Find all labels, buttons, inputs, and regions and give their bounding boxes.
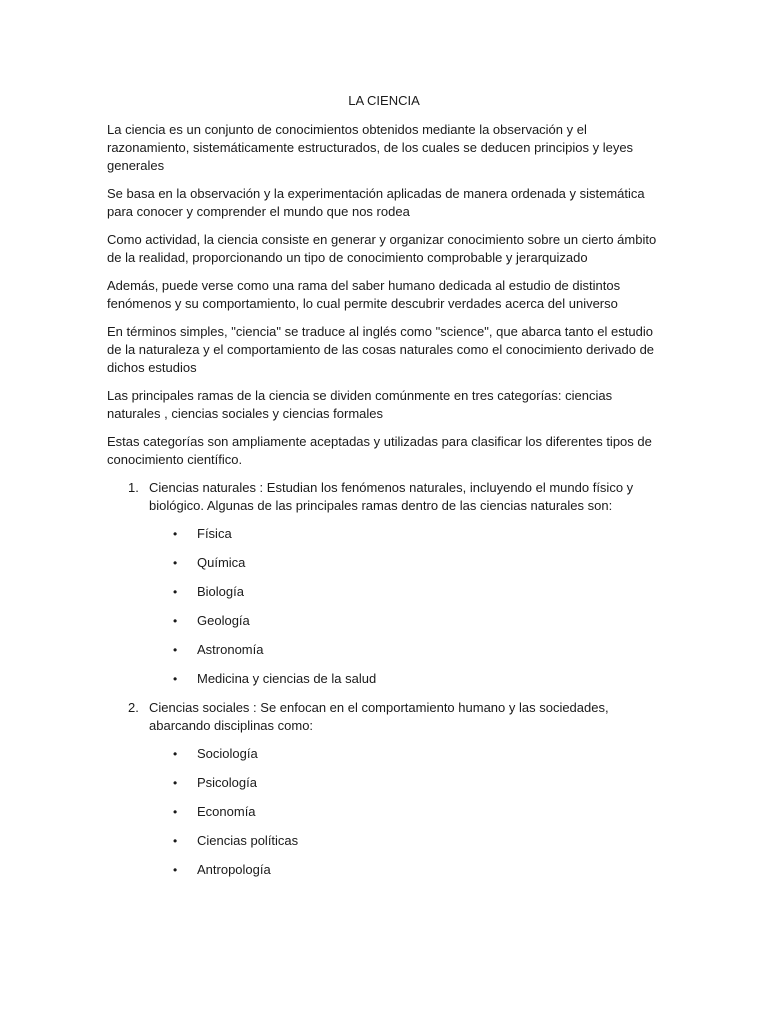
bullet-icon: • <box>173 834 178 848</box>
bullet-icon: • <box>173 614 178 628</box>
paragraph: Estas categorías son ampliamente aceptadas y utilizadas para clasificar los diferentes tipos de conocimiento científico. <box>107 434 652 467</box>
bullet-icon: • <box>173 527 178 541</box>
paragraph: Además, puede verse como una rama del saber humano dedicada al estudio de distintos fenómenos y su comportamiento, lo cual permite descubrir verdades acerca del universo <box>107 278 621 311</box>
numbered-item-social-sciences <box>107 699 662 735</box>
bullet-icon: • <box>173 776 178 790</box>
numbered-item-text: Ciencias naturales : Estudian los fenómenos naturales, incluyendo el mundo físico y biológico. Algunas de las principales ramas dentro de las ciencias naturales son: <box>149 480 634 513</box>
list-item: • Sociología <box>173 746 258 761</box>
list-item: • Biología <box>173 584 244 599</box>
bullet-icon: • <box>173 805 178 819</box>
bullet-icon: • <box>173 585 178 599</box>
list-item: • Antropología <box>173 862 271 877</box>
bullet-icon: • <box>173 863 178 877</box>
paragraph: En términos simples, "ciencia" se traduce al inglés como "science", que abarca tanto el estudio de la naturaleza y el comportamiento de las cosas naturales como el conocimiento derivado de dichos estudios <box>107 324 655 375</box>
list-item: • Geología <box>173 613 250 628</box>
paragraph: Las principales ramas de la ciencia se dividen comúnmente en tres categorías: ciencias naturales , ciencias sociales y ciencias formales <box>107 388 613 421</box>
bullet-icon: • <box>173 643 178 657</box>
paragraph: La ciencia es un conjunto de conocimientos obtenidos mediante la observación y el razonamiento, sistemáticamente estructurados, de los cuales se deducen principios y leyes generales <box>107 122 634 173</box>
list-number: 1. <box>128 480 139 495</box>
bullet-icon: • <box>173 556 178 570</box>
bullet-icon: • <box>173 747 178 761</box>
bullet-list-natural-sciences <box>107 525 662 688</box>
document-title: LA CIENCIA <box>348 93 420 108</box>
document-body <box>107 121 662 890</box>
list-item: • Astronomía <box>173 642 264 657</box>
list-item: • Psicología <box>173 775 257 790</box>
bullet-list-social-sciences <box>107 745 662 879</box>
paragraph: Se basa en la observación y la experimentación aplicadas de manera ordenada y sistemática para conocer y comprender el mundo que nos rodea <box>107 186 645 219</box>
numbered-item-text: Ciencias sociales : Se enfocan en el comportamiento humano y las sociedades, abarcando disciplinas como: <box>149 700 609 733</box>
list-item: • Economía <box>173 804 256 819</box>
list-item: • Química <box>173 555 246 570</box>
list-number: 2. <box>128 700 139 715</box>
numbered-item-natural-sciences <box>107 479 662 515</box>
paragraph: Como actividad, la ciencia consiste en generar y organizar conocimiento sobre un cierto ámbito de la realidad, proporcionando un tipo de conocimiento comprobable y jerarquizado <box>107 232 657 265</box>
bullet-icon: • <box>173 672 178 686</box>
list-item: • Física <box>173 526 232 541</box>
list-item: • Ciencias políticas <box>173 833 299 848</box>
list-item: • Medicina y ciencias de la salud <box>173 671 377 686</box>
